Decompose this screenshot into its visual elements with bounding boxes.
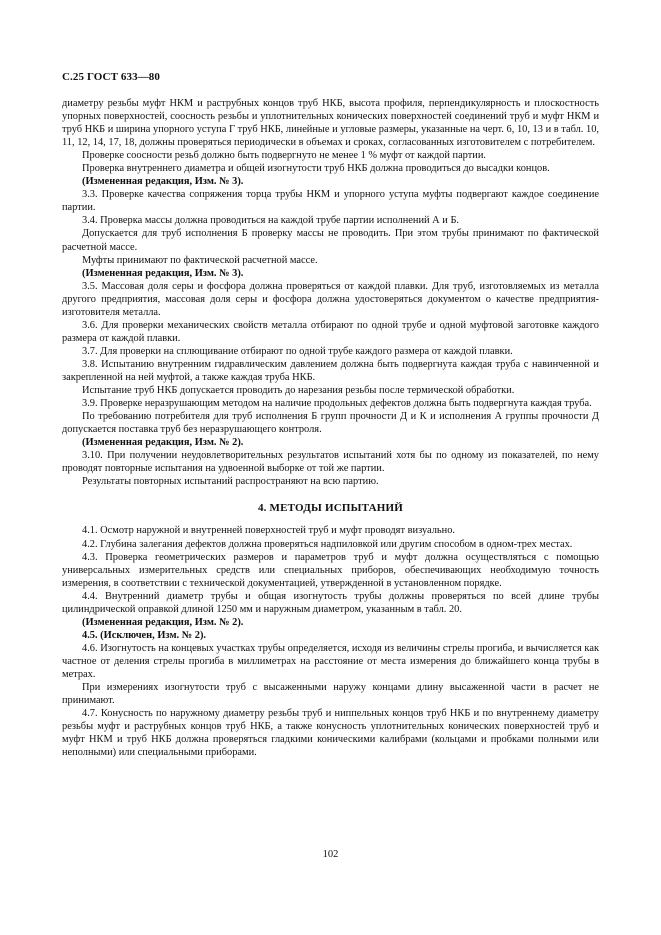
paragraph: 4.6. Изогнутость на концевых участках трубы определяется, исходя из величины стрелы прогиба, и вычисляется как частное от деления стрелы прогиба в миллиметрах на расстояние от места измерения до ближайшего конца трубы в метрах.	[62, 642, 599, 680]
paragraph: 3.7. Для проверки на сплющивание отбирают по одной трубе каждого размера от каждой плавки.	[82, 345, 513, 357]
amendment-note: (Измененная редакция, Изм. № 2).	[82, 616, 244, 628]
paragraph: Результаты повторных испытаний распространяют на всю партию.	[82, 476, 379, 488]
paragraph: При измерениях изогнутости труб с высаженными наружу концами длину высаженной части в расчет не принимают.	[62, 682, 599, 707]
paragraph: Проверка внутреннего диаметра и общей изогнутости труб НКБ должна проводиться до высадки концов.	[82, 163, 550, 175]
paragraph: Муфты принимают по фактической расчетной массе.	[82, 254, 318, 266]
amendment-note: (Измененная редакция, Изм. № 3).	[82, 176, 244, 188]
document-body	[62, 97, 599, 759]
paragraph: 3.10. При получении неудовлетворительных результатов испытаний хотя бы по одному из показателей, по нему проводят повторные испытания на удвоенной выборке от той же партии.	[62, 450, 599, 475]
paragraph: 4.2. Глубина залегания дефектов должна проверяться надпиловкой или другим способом в одном-трех местах.	[82, 538, 573, 550]
amendment-note: (Измененная редакция, Изм. № 2).	[82, 437, 244, 449]
section-title: 4. МЕТОДЫ ИСПЫТАНИЙ	[257, 502, 404, 515]
paragraph: 3.4. Проверка массы должна проводиться на каждой трубе партии исполнений А и Б.	[82, 215, 460, 227]
page-number: 102	[322, 849, 339, 860]
paragraph: Испытание труб НКБ допускается проводить до нарезания резьбы после термической обработки.	[82, 385, 515, 397]
paragraph: 3.6. Для проверки механических свойств металла отбирают по одной трубе и одной муфтовой заготовке каждого размера от каждой плавки.	[62, 319, 599, 344]
paragraph: 3.9. Проверке неразрушающим методом на наличие продольных дефектов должна быть подвергнута каждая труба.	[82, 398, 592, 410]
paragraph: 3.3. Проверке качества сопряжения торца трубы НКМ и упорного уступа муфты подвергают каждое соединение партии.	[62, 189, 599, 214]
paragraph: 4.7. Конусность по наружному диаметру резьбы труб и ниппельных концов труб НКБ и по внутреннему диаметру резьбы муфт и раструбных концов труб НКБ, а также конусность уплотнительных конических поверхностей труб и муфт НКМ и труб НКБ должна проверяться гладкими коническими калибрами (кольцами и пробками полными или неполными) или специальными приборами.	[62, 708, 599, 759]
paragraph: 3.8. Испытанию внутренним гидравлическим давлением должна быть подвергнута каждая труба с навинченной и закрепленной на ней муфтой, а также каждая труба НКБ.	[62, 358, 599, 383]
paragraph: Допускается для труб исполнения Б проверку массы не проводить. При этом трубы принимают по фактической расчетной массе.	[62, 228, 599, 253]
paragraph: Проверке соосности резьб должно быть подвергнуто не менее 1 % муфт от каждой партии.	[82, 150, 487, 162]
paragraph: диаметру резьбы муфт НКМ и раструбных концов труб НКБ, высота профиля, перпендикулярность и плоскостность упорных поверхностей, соосность резьбы и уплотнительных конических поверхностей соединений труб и муфт НКМ и труб НКБ и ширина упорного уступа Г труб НКБ, линейные и угловые размеры, указанные на черт. 6, 10, 13 и в табл. 10, 11, 12, 14, 17, 18, должны проверяться периодически в объемах и сроках, согласованных изготовителем с потребителем.	[62, 98, 599, 149]
paragraph: 4.1. Осмотр наружной и внутренней поверхностей труб и муфт проводят визуально.	[82, 525, 455, 537]
amendment-note: (Измененная редакция, Изм. № 3).	[82, 267, 244, 279]
paragraph: 4.4. Внутренний диаметр трубы и общая изогнутость трубы должны проверяться по всей длине трубы цилиндрической оправкой длиной 1250 мм и наружным диаметром, указанным в табл. 20.	[62, 590, 599, 615]
page-header: С.25 ГОСТ 633—80	[62, 71, 160, 83]
paragraph: 4.3. Проверка геометрических размеров и параметров труб и муфт должна осуществляться с помощью универсальных измерительных средств или специальных приборов, обеспечивающих необходимую точность измерения, в соответствии с технической документацией, утвержденной в установленном порядке.	[62, 551, 599, 589]
excluded-note: 4.5. (Исключен, Изм. № 2).	[82, 629, 207, 641]
paragraph: 3.5. Массовая доля серы и фосфора должна проверяться от каждой плавки. Для труб, изготовляемых из металла другого предприятия, массовая доля серы и фосфора должна удостоверяться документом о качестве предприятия-изготовителя металла.	[62, 280, 599, 318]
paragraph: По требованию потребителя для труб исполнения Б групп прочности Д и К и исполнения А группы прочности Д допускается поставка труб без неразрушающего контроля.	[62, 411, 599, 436]
